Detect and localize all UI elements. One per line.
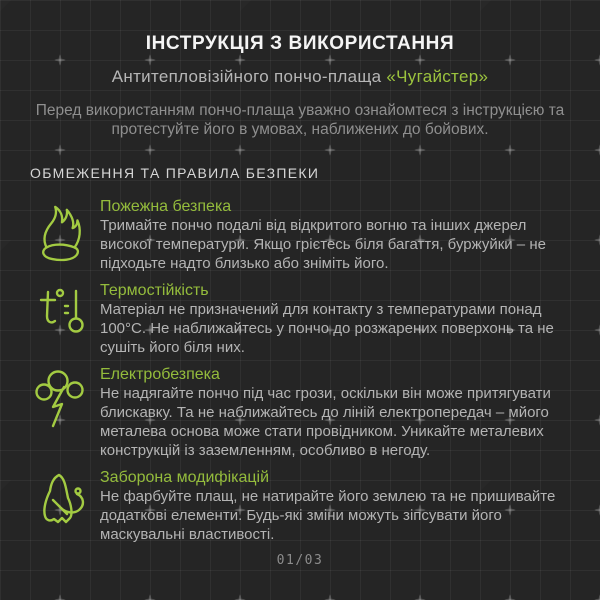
subtitle-text: Антитепловізійного пончо-плаща [111, 67, 387, 86]
thermometer-icon [30, 281, 92, 339]
rule-title: Пожежна безпека [100, 198, 232, 215]
rule-title: Електробезпека [100, 366, 220, 383]
rule-fire-safety [0, 197, 600, 273]
rule-body: Не фарбуйте плащ, не натирайте його землею та не пришивайте додаткові елементи. Будь-які зміни можуть зіпсувати його маскувальні властивості. [100, 488, 556, 543]
intro-text: Перед використанням пончо-плаща уважно ознайомтеся з інструкцією та протестуйте його в умовах, наближених до бойових. [35, 102, 565, 138]
poncho-no-modification-icon [30, 468, 92, 530]
rule-body: Тримайте пончо подалі від відкритого вогню та інших джерел високої температури. Якщо грієтесь біля багаття, буржуйки – не підходьте надто близько або зніміть його. [100, 217, 546, 272]
rule-body: Не надягайте пончо під час грози, оскільки він може притягувати блискавку. Та не наближайтесь до ліній електропередач – мйого металева основа може стати провідником. Уникайте металевих конструкцій із заземленням, особливо в негоду. [100, 385, 551, 459]
rule-title: Термостійкість [100, 282, 209, 299]
product-name: «Чугайстер» [386, 67, 489, 86]
rule-no-modification [0, 468, 600, 544]
rules-list [0, 197, 600, 544]
page-number: 01/03 [276, 553, 324, 568]
fire-icon [30, 197, 92, 265]
rule-electrical-safety [0, 365, 600, 460]
page-subtitle [30, 67, 570, 87]
storm-cloud-lightning-icon [30, 365, 92, 431]
page-title: ІНСТРУКЦІЯ З ВИКОРИСТАННЯ [145, 33, 455, 54]
rule-body: Матеріал не призначений для контакту з температурами понад 100°С. Не наближайтесь у пончо до розжарених поверхонь та не сушіть його біля них. [100, 301, 554, 356]
rule-text [92, 468, 580, 544]
rule-text [92, 365, 580, 460]
rule-text [92, 281, 580, 357]
rule-heat-resistance [0, 281, 600, 357]
rule-text [92, 197, 580, 273]
rule-title: Заборона модифікацій [100, 469, 270, 486]
section-header: ОБМЕЖЕННЯ ТА ПРАВИЛА БЕЗПЕКИ [30, 165, 320, 181]
